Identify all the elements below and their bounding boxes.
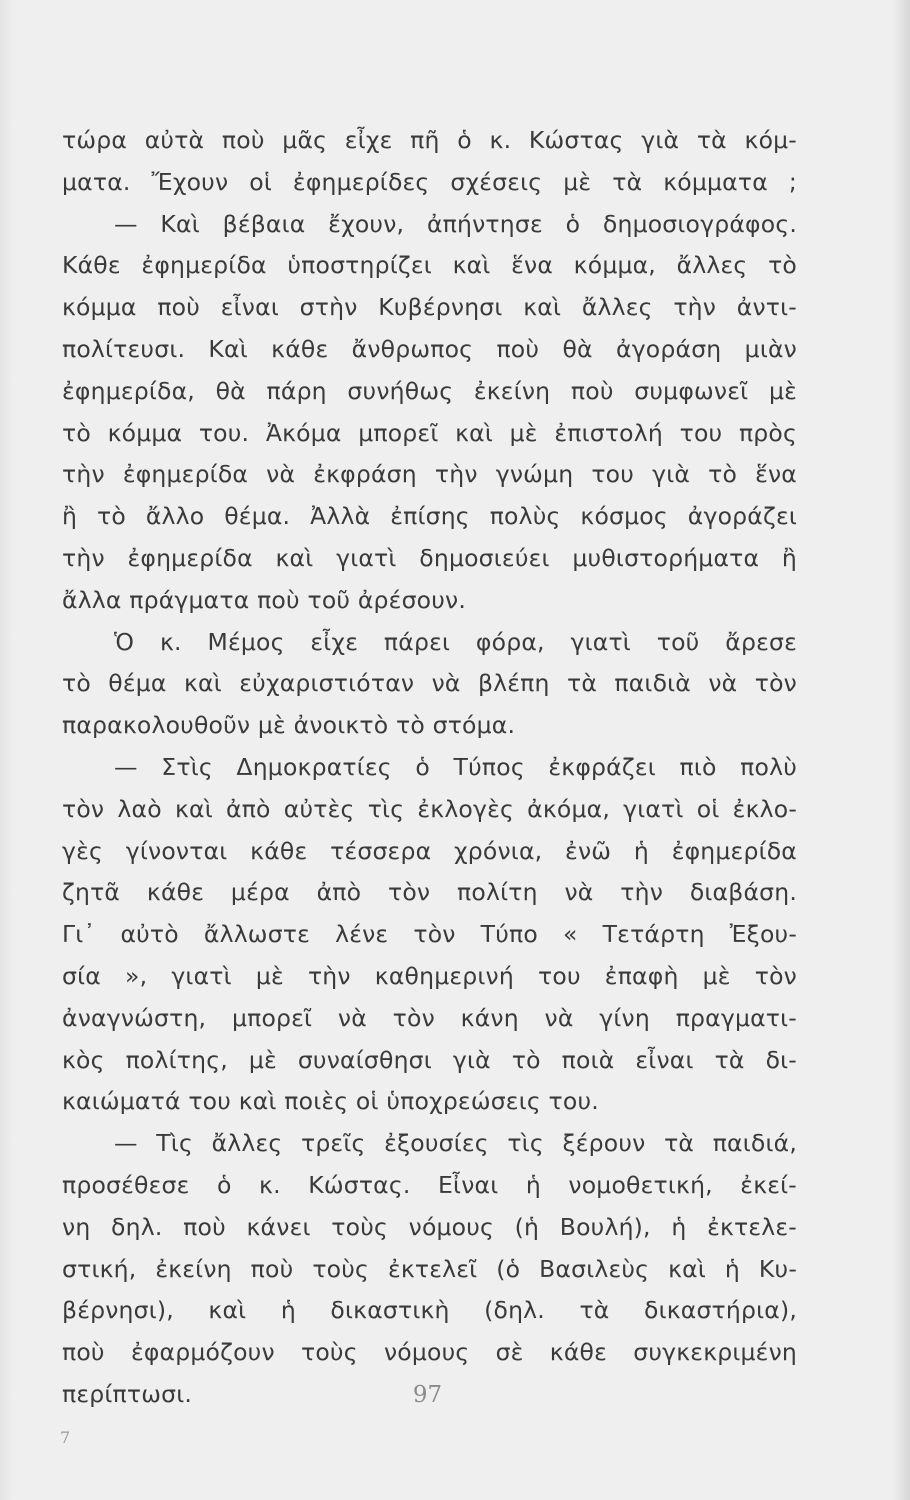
text-line: τὸ θέμα καὶ εὐχαριστιόταν νὰ βλέπη τὰ παιδιὰ νὰ τὸν	[62, 669, 797, 698]
text-line: Ὁ κ. Μέμος εἶχε πάρει φόρα, γιατὶ τοῦ ἄρεσε	[114, 627, 797, 656]
text-line: τὴν ἐφημερίδα νὰ ἐκφράση τὴν γνώμη του γιὰ τὸ ἕνα	[62, 460, 797, 489]
text-line: — Στὶς Δημοκρατίες ὁ Τύπος ἐκφράζει πιὸ πολὺ	[114, 752, 797, 781]
text-line: τὸ κόμμα του. Ἀκόμα μπορεῖ καὶ μὲ ἐπιστολή του πρὸς	[62, 418, 797, 447]
text-line: ἄλλα πράγματα ποὺ τοῦ ἀρέσουν.	[62, 585, 467, 614]
corner-mark: 7	[60, 1428, 71, 1447]
text-line: πολίτευσι. Καὶ κάθε ἄνθρωπος ποὺ θὰ ἀγοράση μιὰν	[62, 334, 797, 363]
text-line: προσέθεσε ὁ κ. Κώστας. Εἶναι ἡ νομοθετική, ἐκεί-	[62, 1170, 797, 1199]
text-line: ποὺ ἐφαρμόζουν τοὺς νόμους σὲ κάθε συγκεκριμένη	[62, 1338, 797, 1367]
text-line: κόμμα ποὺ εἶναι στὴν Κυβέρνησι καὶ ἄλλες τὴν ἀντι-	[62, 293, 797, 322]
text-line: ζητᾶ κάθε μέρα ἀπὸ τὸν πολίτη νὰ τὴν διαβάση.	[62, 878, 797, 907]
text-line: Γι᾿ αὐτὸ ἄλλωστε λένε τὸν Τύπο « Τετάρτη Ἐξου-	[62, 920, 797, 949]
text-line: τὴν ἐφημερίδα καὶ γιατὶ δημοσιεύει μυθιστορήματα ἢ	[62, 543, 797, 572]
text-line: σία », γιατὶ μὲ τὴν καθημερινή του ἐπαφὴ μὲ τὸν	[62, 961, 797, 990]
body-text	[62, 120, 797, 1416]
text-line: καιώματά του καὶ ποιὲς οἱ ὑποχρεώσεις του.	[62, 1087, 599, 1116]
text-line: τώρα αὐτὰ ποὺ μᾶς εἶχε πῆ ὁ κ. Κώστας γιὰ τὰ κόμ-	[62, 126, 797, 154]
page-edge-shadow-right	[892, 0, 910, 1500]
text-line: — Τὶς ἄλλες τρεῖς ἐξουσίες τὶς ξέρουν τὰ παιδιά,	[114, 1129, 797, 1158]
text-line: νη δηλ. ποὺ κάνει τοὺς νόμους (ἡ Βουλή), ἡ ἐκτελε-	[62, 1212, 797, 1241]
text-line: ἐφημερίδα, θὰ πάρη συνήθως ἐκείνη ποὺ συμφωνεῖ μὲ	[62, 376, 797, 405]
page-number: 97	[412, 1382, 443, 1408]
text-line: — Καὶ βέβαια ἔχουν, ἀπήντησε ὁ δημοσιογράφος.	[114, 209, 797, 238]
text-line: γὲς γίνονται κάθε τέσσερα χρόνια, ἐνῶ ἡ ἐφημερίδα	[62, 836, 797, 865]
text-line: τὸν λαὸ καὶ ἀπὸ αὐτὲς τὶς ἐκλογὲς ἀκόμα, γιατὶ οἱ ἐκλο-	[62, 794, 797, 823]
text-line: περίπτωσι.	[62, 1379, 193, 1408]
text-line: βέρνησι), καὶ ἡ δικαστικὴ (δηλ. τὰ δικαστήρια),	[62, 1296, 797, 1325]
text-line: ἀναγνώστη, μπορεῖ νὰ τὸν κάνη νὰ γίνη πραγματι-	[62, 1003, 797, 1032]
text-line: ἢ τὸ ἄλλο θέμα. Ἀλλὰ ἐπίσης πολὺς κόσμος ἀγοράζει	[62, 502, 797, 531]
text-line: Κάθε ἐφημερίδα ὑποστηρίζει καὶ ἕνα κόμμα, ἄλλες τὸ	[62, 251, 797, 280]
text-line: παρακολουθοῦν μὲ ἀνοικτὸ τὸ στόμα.	[62, 711, 516, 740]
page-edge-shadow-left	[0, 0, 14, 1500]
text-line: ματα. Ἔχουν οἱ ἐφημερίδες σχέσεις μὲ τὰ κόμματα ;	[62, 167, 797, 196]
text-line: κὸς πολίτης, μὲ συναίσθησι γιὰ τὸ ποιὰ εἶναι τὰ δι-	[62, 1045, 797, 1074]
text-line: στική, ἐκείνη ποὺ τοὺς ἐκτελεῖ (ὁ Βασιλεὺς καὶ ἡ Κυ-	[62, 1254, 797, 1283]
